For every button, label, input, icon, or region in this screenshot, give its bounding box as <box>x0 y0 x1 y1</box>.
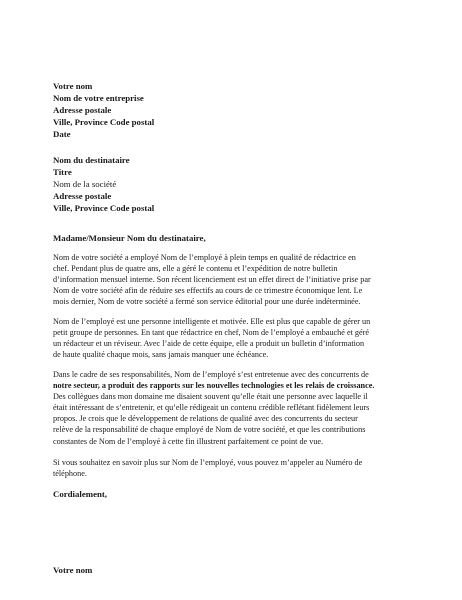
paragraph-line: Nom de votre société a employé Nom de l’employé à plein temps en qualité de rédactrice en <box>53 253 356 262</box>
paragraph-1 <box>53 252 415 307</box>
closing <box>53 488 415 500</box>
sender-name: Votre nom <box>53 81 93 91</box>
paragraph-line: relève de la responsabilité de chaque employé de Nom de votre société, et que les contributions <box>53 425 366 435</box>
paragraph-line: un rédacteur et un réviseur. Avec l’aide de cette équipe, elle a produit un bulletin d’information <box>53 339 365 349</box>
paragraph-line: propos. Je crois que le développement de relations de qualité avec des concurrents du secteur <box>53 414 358 424</box>
paragraph-line: chef. Pendant plus de quatre ans, elle a géré le contenu et l’expédition de notre bulletin <box>53 264 338 274</box>
paragraph-line: constantes de Nom de l’employé à cette fin illustrent parfaitement ce point de vue. <box>53 436 324 446</box>
paragraph-line: Des collègues dans mon domaine me disaient souvent qu’elle était une personne avec laquelle il <box>53 392 368 402</box>
recipient-title: Titre <box>53 167 72 177</box>
salutation <box>53 232 415 244</box>
paragraph-line: Nom de l’employé est une personne intelligente et motivée. Elle est plus que capable de gérer un <box>53 317 371 326</box>
salutation-text: Madame/Monsieur Nom du destinataire, <box>53 233 206 243</box>
paragraph-line: téléphone. <box>53 469 87 479</box>
sender-company: Nom de votre entreprise <box>53 93 144 103</box>
sender-address: Adresse postale <box>53 105 112 115</box>
recipient-company: Nom de la société <box>53 179 117 189</box>
recipient-city: Ville, Province Code postal <box>53 203 155 213</box>
paragraph-line: petit groupe de personnes. En tant que rédactrice en chef, Nom de l’employé a embauché et géré <box>53 328 369 338</box>
paragraph-line: d’information mensuel interne. Son récent licenciement est un effet direct de l’initiative prise par <box>53 275 371 285</box>
sender-date: Date <box>53 129 71 139</box>
paragraph-2 <box>53 316 415 360</box>
signature-name: Votre nom <box>53 565 93 575</box>
sender-block <box>53 80 415 140</box>
recipient-block <box>53 154 415 214</box>
recipient-name: Nom du destinataire <box>53 155 130 165</box>
paragraph-line: Nom de votre société afin de réduire ses effectifs au cours de ce trimestre économique lent. Le <box>53 286 363 296</box>
paragraph-line: de haute qualité chaque mois, sans jamais manquer une échéance. <box>53 350 269 360</box>
paragraph-line: Si vous souhaitez en savoir plus sur Nom de l’employé, vous pouvez m’appeler au Numéro de <box>53 458 363 467</box>
paragraph-line: Dans le cadre de ses responsabilités, Nom de l’employé s’est entretenue avec des concurrents de <box>53 370 369 379</box>
closing-text: Cordialement, <box>53 489 107 499</box>
paragraph-line: mois dernier, Nom de votre société a fermé son service éditorial pour une durée indéterminée. <box>53 297 361 307</box>
paragraph-4 <box>53 457 415 479</box>
paragraph-line: était intéressant de s’entretenir, et qu’elle rédigeait un contenu crédible reflétant fidèlement leurs <box>53 403 370 413</box>
sender-city: Ville, Province Code postal <box>53 117 155 127</box>
paragraph-line: notre secteur, a produit des rapports sur les nouvelles technologies et les relais de croissance. <box>53 381 375 391</box>
paragraph-3 <box>53 369 415 447</box>
signature <box>53 564 415 576</box>
recipient-address: Adresse postale <box>53 191 112 201</box>
